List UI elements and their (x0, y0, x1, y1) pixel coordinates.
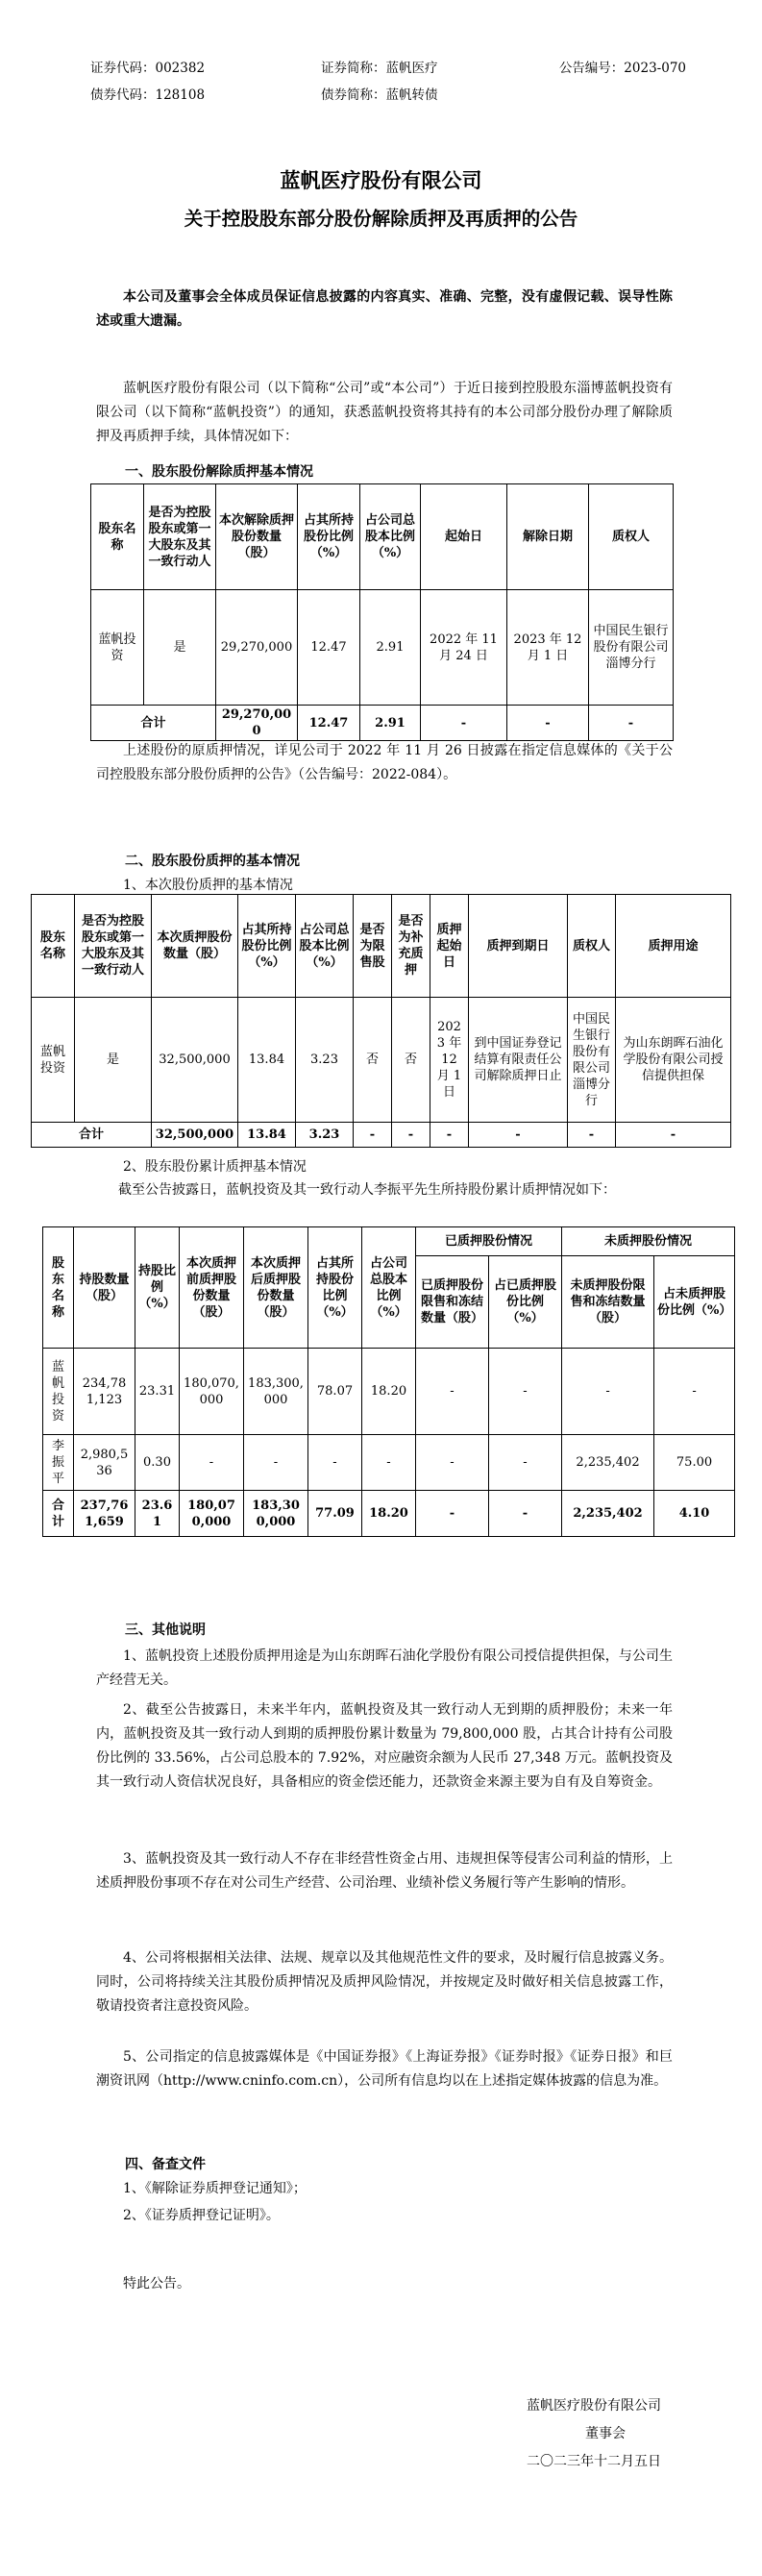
col-holding-ratio: 持股比例（%） (135, 1227, 180, 1349)
total-dash: - (507, 706, 589, 741)
total-total-ratio: 2.91 (360, 706, 421, 741)
col-pledgee: 质权人 (568, 895, 616, 998)
cell-restricted: 否 (354, 998, 392, 1123)
signature-board: 董事会 (585, 2426, 626, 2441)
cell-release-date: 2023 年 12 月 1 日 (507, 590, 589, 706)
intro-paragraph: 蓝帆医疗股份有限公司（以下简称“公司”或“本公司”）于近日接到控股股东淄博蓝帆投资有限公司（以下简称“蓝帆投资”）的通知，获悉蓝帆投资将其持有的本公司部分股份办理了解除质押及再质押手续，具体情况如下： (96, 381, 673, 444)
table-total-row (43, 1491, 735, 1537)
col-purpose: 质押用途 (616, 895, 731, 998)
col-pledged-restricted: 已质押股份限售和冻结数量（股） (416, 1256, 489, 1349)
group-unpledged: 未质押股份情况 (562, 1227, 735, 1256)
col-before-qty: 本次质押前质押股份数量（股） (180, 1227, 244, 1349)
table-row (32, 998, 731, 1123)
pledge-table (31, 894, 731, 1148)
cell: 2,235,402 (562, 1491, 654, 1537)
total-qty: 29,270,000 (216, 706, 298, 741)
col-release-qty: 本次解除质押股份数量（股） (216, 484, 298, 590)
cell: - (562, 1349, 654, 1435)
section1-note: 上述股份的原质押情况，详见公司于 2022 年 11 月 26 日披露在指定信息媒体的《关于公司控股股东部分股份质押的公告》（公告编号：2022-084）。 (96, 743, 673, 782)
col-pledged-ratio: 占已质押股份比例（%） (489, 1256, 562, 1349)
col-pledgee: 质权人 (589, 484, 674, 590)
table-row (43, 1349, 735, 1435)
notice-number: 公告编号：2023-070 (558, 61, 686, 76)
section4-heading: 四、备查文件 (125, 2157, 206, 2172)
cell-pledgee: 中国民生银行股份有限公司淄博分行 (568, 998, 616, 1123)
cumulative-pledge-table (42, 1226, 735, 1537)
col-held-ratio: 占其所持股份比例（%） (298, 484, 360, 590)
table-header-row (91, 484, 674, 590)
total-dash: - (421, 706, 507, 741)
signature-company: 蓝帆医疗股份有限公司 (527, 2398, 661, 2414)
total-held-ratio: 12.47 (298, 706, 360, 741)
cell: - (362, 1435, 416, 1491)
cell-shareholder: 蓝帆投资 (32, 998, 75, 1123)
cell-start-date: 2022 年 11 月 24 日 (421, 590, 507, 706)
section1-heading: 一、股东股份解除质押基本情况 (125, 464, 313, 480)
cell: 4.10 (654, 1491, 735, 1537)
section3-p1: 1、蓝帆投资上述股份质押用途是为山东朗晖石油化学股份有限公司授信提供担保，与公司生产经营无关。 (96, 1648, 673, 1688)
col-held-ratio: 占其所持股份比例（%） (308, 1227, 362, 1349)
table-header-row (32, 895, 731, 998)
table-header-row (43, 1227, 735, 1256)
col-controlling: 是否为控股股东或第一大股东及其一致行动人 (144, 484, 216, 590)
col-shareholder: 股东名称 (91, 484, 144, 590)
cell-supplementary: 否 (392, 998, 430, 1123)
cell: - (244, 1435, 308, 1491)
cell: 75.00 (654, 1435, 735, 1491)
cell: - (308, 1435, 362, 1491)
col-after-qty: 本次质押后质押股份数量（股） (244, 1227, 308, 1349)
col-start-date: 起始日 (421, 484, 507, 590)
stock-abbr: 证券简称：蓝帆医疗 (321, 61, 438, 76)
col-holding-qty: 持股数量（股） (74, 1227, 135, 1349)
col-pledge-qty: 本次质押股份数量（股） (152, 895, 238, 998)
total-dash: - (469, 1123, 568, 1148)
cell-controlling: 是 (75, 998, 152, 1123)
cell: 李振平 (43, 1435, 74, 1491)
total-held-ratio: 13.84 (238, 1123, 296, 1148)
col-release-date: 解除日期 (507, 484, 589, 590)
col-restricted: 是否为限售股 (354, 895, 392, 998)
section3-p5: 5、公司指定的信息披露媒体是《中国证券报》《上海证券报》《证券时报》《证券日报》和巨潮资讯网（http://www.cninfo.com.cn），公司所有信息均以在上述指定媒体披露的信息为准。 (96, 2049, 673, 2089)
company-name: 蓝帆医疗股份有限公司 (280, 168, 482, 192)
signature-date: 二〇二三年十二月五日 (527, 2454, 661, 2469)
cell: - (416, 1435, 489, 1491)
total-label: 合计 (32, 1123, 152, 1148)
cell: 23.61 (135, 1491, 180, 1537)
cell: - (489, 1435, 562, 1491)
cell-total-ratio: 3.23 (296, 998, 354, 1123)
cell: - (180, 1435, 244, 1491)
col-start-date: 质押起始日 (430, 895, 469, 998)
cell: 23.31 (135, 1349, 180, 1435)
section4-item2: 2、《证券质押登记证明》。 (123, 2208, 280, 2223)
cell: 77.09 (308, 1491, 362, 1537)
section3-heading: 三、其他说明 (125, 1622, 206, 1638)
cell: 183,300,000 (244, 1349, 308, 1435)
total-dash: - (589, 706, 674, 741)
cell: 合计 (43, 1491, 74, 1537)
cell: - (654, 1349, 735, 1435)
total-dash: - (430, 1123, 469, 1148)
cell: 0.30 (135, 1435, 180, 1491)
total-total-ratio: 3.23 (296, 1123, 354, 1148)
col-held-ratio: 占其所持股份比例（%） (238, 895, 296, 998)
cell-controlling: 是 (144, 590, 216, 706)
table-total-row (32, 1123, 731, 1148)
cell: 183,300,000 (244, 1491, 308, 1537)
closing-text: 特此公告。 (123, 2276, 190, 2291)
cell-qty: 29,270,000 (216, 590, 298, 706)
cell-end-date: 到中国证券登记结算有限责任公司解除质押日止 (469, 998, 568, 1123)
cell: 234,781,123 (74, 1349, 135, 1435)
col-total-ratio: 占公司总股本比例（%） (362, 1227, 416, 1349)
table-row (43, 1435, 735, 1491)
cell-shareholder: 蓝帆投资 (91, 590, 144, 706)
section3-p4: 4、公司将根据相关法律、法规、规章以及其他规范性文件的要求，及时履行信息披露义务。同时，公司将持续关注其股份质押情况及质押风险情况，并按规定及时做好相关信息披露工作，敬请投资者注意投资风险。 (96, 1950, 673, 2014)
cell-start-date: 2023 年 12 月 1 日 (430, 998, 469, 1123)
stock-code: 证券代码：002382 (90, 61, 206, 76)
cell-held-ratio: 13.84 (238, 998, 296, 1123)
section2-heading: 二、股东股份质押的基本情况 (125, 854, 300, 869)
board-declaration: 本公司及董事会全体成员保证信息披露的内容真实、准确、完整，没有虚假记载、误导性陈述或重大遗漏。 (96, 289, 673, 329)
col-unpledged-restricted: 未质押股份限售和冻结数量（股） (562, 1256, 654, 1349)
section2-sub2: 2、股东股份累计质押基本情况 (123, 1159, 307, 1175)
announcement-title: 关于控股股东部分股份解除质押及再质押的公告 (184, 208, 578, 230)
cell-held-ratio: 12.47 (298, 590, 360, 706)
cell-total-ratio: 2.91 (360, 590, 421, 706)
col-controlling: 是否为控股股东或第一大股东及其一致行动人 (75, 895, 152, 998)
cell: - (416, 1349, 489, 1435)
table-row (91, 590, 674, 706)
cell-pledgee: 中国民生银行股份有限公司淄博分行 (589, 590, 674, 706)
col-shareholder: 股东名称 (43, 1227, 74, 1349)
cell: - (489, 1349, 562, 1435)
group-pledged: 已质押股份情况 (416, 1227, 562, 1256)
cell: - (416, 1491, 489, 1537)
cell: 180,070,000 (180, 1491, 244, 1537)
total-label: 合计 (91, 706, 216, 741)
total-dash: - (616, 1123, 731, 1148)
cell: 2,980,536 (74, 1435, 135, 1491)
cell: 18.20 (362, 1491, 416, 1537)
cell: - (489, 1491, 562, 1537)
release-pledge-table (90, 483, 674, 741)
cell: 180,070,000 (180, 1349, 244, 1435)
col-end-date: 质押到期日 (469, 895, 568, 998)
col-unpledged-ratio: 占未质押股份比例（%） (654, 1256, 735, 1349)
cell: 78.07 (308, 1349, 362, 1435)
cell: 蓝帆投资 (43, 1349, 74, 1435)
col-total-ratio: 占公司总股本比例（%） (296, 895, 354, 998)
cell-qty: 32,500,000 (152, 998, 238, 1123)
table-total-row (91, 706, 674, 741)
col-shareholder: 股东名称 (32, 895, 75, 998)
cell: 18.20 (362, 1349, 416, 1435)
bond-code: 债券代码：128108 (90, 87, 206, 103)
cell-purpose: 为山东朗晖石油化学股份有限公司授信提供担保 (616, 998, 731, 1123)
total-qty: 32,500,000 (152, 1123, 238, 1148)
total-dash: - (568, 1123, 616, 1148)
total-dash: - (354, 1123, 392, 1148)
section4-item1: 1、《解除证券质押登记通知》； (123, 2181, 307, 2196)
section3-p3: 3、蓝帆投资及其一致行动人不存在非经营性资金占用、违规担保等侵害公司利益的情形，上述质押股份事项不存在对公司生产经营、公司治理、业绩补偿义务履行等产生影响的情形。 (96, 1851, 673, 1891)
col-supplementary: 是否为补充质押 (392, 895, 430, 998)
total-dash: - (392, 1123, 430, 1148)
bond-abbr: 债券简称：蓝帆转债 (321, 87, 438, 103)
section2-sub1: 1、本次股份质押的基本情况 (123, 878, 293, 893)
section2-sub2-text: 截至公告披露日，蓝帆投资及其一致行动人李振平先生所持股份累计质押情况如下： (118, 1182, 616, 1198)
section3-p2: 2、截至公告披露日，未来半年内，蓝帆投资及其一致行动人无到期的质押股份；未来一年内，蓝帆投资及其一致行动人到期的质押股份累计数量为 79,800,000 股，占其合计持有公司股份比例的 33.56%，占公司总股本的 7.92%，对应融资余额为人民币 27,348 万元。蓝帆投资及其一致行动人资信状况良好，具备相应的资金偿还能力，还款资金来源主要为自有及自筹资金。 (96, 1702, 673, 1790)
col-total-ratio: 占公司总股本比例（%） (360, 484, 421, 590)
cell: 2,235,402 (562, 1435, 654, 1491)
cell: 237,761,659 (74, 1491, 135, 1537)
